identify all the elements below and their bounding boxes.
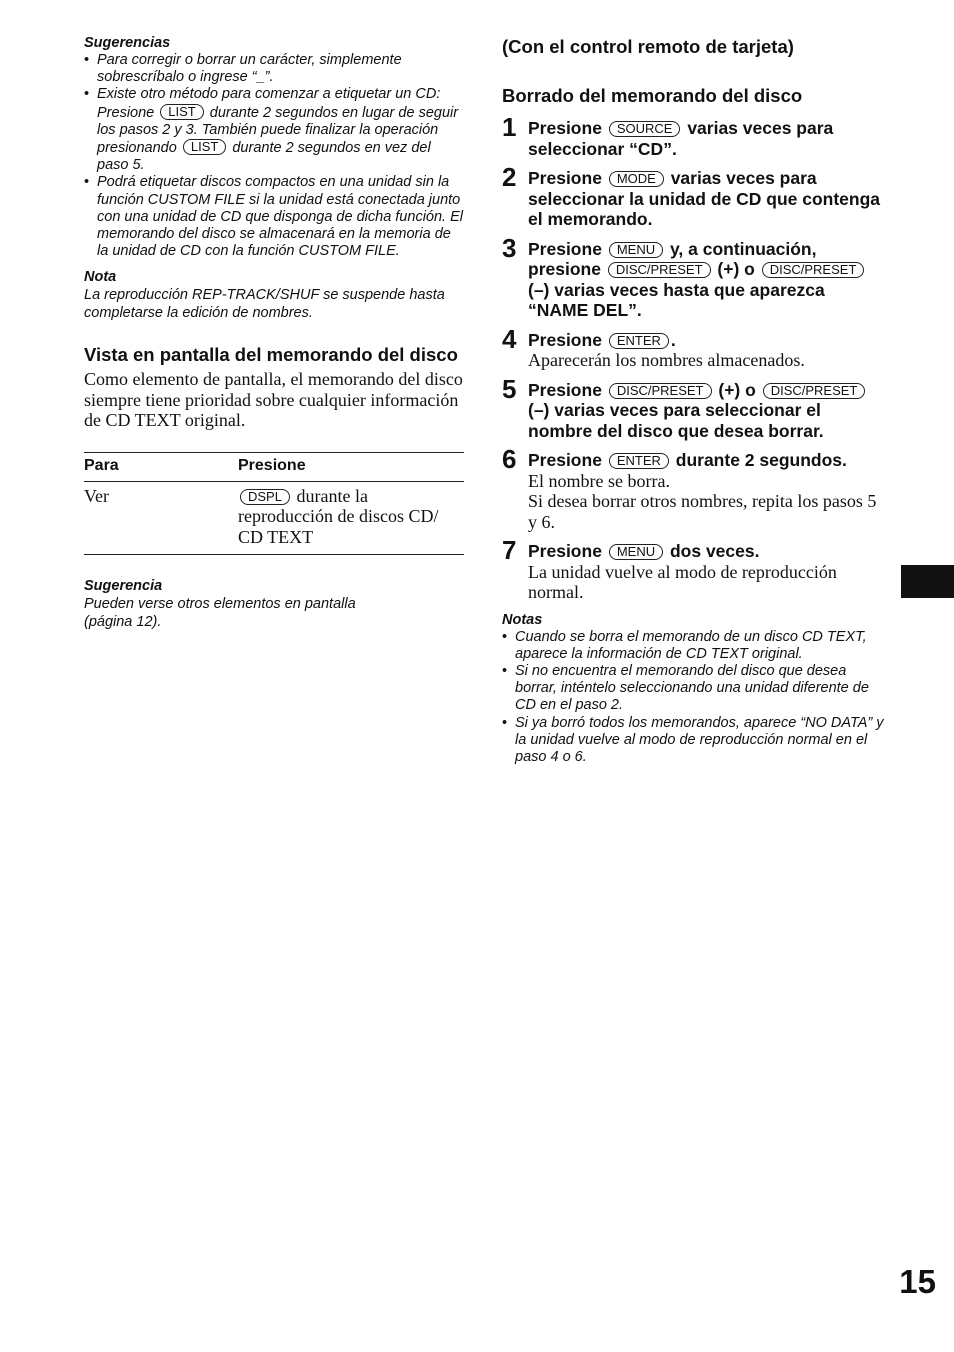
note-item-text: Si ya borró todos los memorandos, aparece “NO DATA” y la unidad vuelve al modo de reproducción normal en el paso 4 o 6. (515, 714, 884, 765)
step-instruction: Presione DISC/PRESET (+) o DISC/PRESET (–) varias veces para seleccionar el nombre del disco que desea borrar. (528, 380, 886, 442)
list-button-label: LIST (183, 139, 226, 155)
step-number: 2 (502, 162, 517, 192)
step-4 (502, 323, 886, 371)
tip-text: Para corregir o borrar un carácter, simplemente sobrescríbalo o ingrese “ (97, 52, 402, 86)
tip-text: ”. (264, 69, 274, 86)
disc-preset-button-label: DISC/PRESET (608, 262, 711, 278)
step-instruction: Presione MENU y, a continuación, presione DISC/PRESET (+) o DISC/PRESET (–) varias veces hasta que aparezca “NAME DEL”. (528, 239, 886, 321)
table-cell-para: Ver (84, 481, 238, 555)
remote-heading: (Con el control remoto de tarjeta) (502, 36, 794, 57)
procedure-heading: Borrado del memorando del disco (502, 85, 803, 106)
source-button-label: SOURCE (609, 121, 681, 137)
notes-list (502, 629, 886, 767)
note-item-text: Cuando se borra el memorando de un disco CD TEXT, aparece la información de CD TEXT original. (515, 628, 867, 662)
step-number: 1 (502, 112, 517, 142)
disc-preset-button-label: DISC/PRESET (763, 383, 866, 399)
step-detail: Si desea borrar otros nombres, repita los pasos 5 y 6. (528, 491, 877, 532)
step-instruction: Presione MENU dos veces. (528, 541, 760, 561)
enter-button-label: ENTER (609, 453, 669, 469)
table-cell-presione (238, 481, 464, 555)
menu-button-label: MENU (609, 242, 663, 258)
tip-item: • Existe otro método para comenzar a etiquetar un CD: Presione LIST durante 2 segundos en lugar de seguir los pasos 2 y 3. También puede finalizar la operación presionando LIST durante 2 segundos en vez del paso 5. (84, 86, 459, 174)
note-item: • Si ya borró todos los memorandos, aparece “NO DATA” y la unidad vuelve al modo de reproducción normal en el paso 4 o 6. (502, 714, 884, 765)
note-item: • Cuando se borra el memorando de un disco CD TEXT, aparece la información de CD TEXT original. (502, 628, 867, 662)
note-text: La reproducción REP-TRACK/SHUF se suspende hasta completarse la edición de nombres. (84, 287, 445, 322)
tips-title: Sugerencias (84, 35, 171, 51)
tip2-title: Sugerencia (84, 578, 163, 595)
step-number: 3 (502, 232, 517, 263)
step-instruction: Presione ENTER . (528, 329, 676, 350)
table-header-row (84, 452, 464, 481)
space-symbol: _ (256, 69, 265, 86)
step-2 (502, 162, 886, 230)
tip-item: • Para corregir o borrar un carácter, simplemente sobrescríbalo o ingrese “_”. (84, 52, 402, 86)
page-number: 15 (899, 1263, 936, 1300)
right-column (502, 34, 886, 766)
note-item: • Si no encuentra el memorando del disco que desea borrar, inténtelo seleccionando una unidad diferente de CD en el paso 2. (502, 662, 869, 714)
tip-text: durante 2 segundos en lugar de seguir los pasos 2 y 3. También puede finalizar la operación presionando (97, 104, 459, 157)
table-header-para: Para (84, 452, 238, 481)
tip-text: Podrá etiquetar discos compactos en una unidad sin la función CUSTOM FILE si la unidad está conectada junto con una unidad de CD que disponga de dicha función. El memorando del disco se almacenará en la memoria de la unidad de CD con la función CUSTOM FILE. (97, 174, 463, 260)
step-number: 4 (502, 323, 517, 354)
menu-button-label: MENU (609, 544, 663, 560)
section-heading: Vista en pantalla del memorando del disco (84, 344, 458, 366)
disc-preset-button-label: DISC/PRESET (609, 383, 712, 399)
table-header-presione: Presione (238, 452, 464, 481)
step-3 (502, 232, 886, 321)
step-instruction: Presione MODE varias veces para seleccionar la unidad de CD que contenga el memorando. (528, 168, 881, 229)
table-row (84, 481, 464, 555)
step-detail: Aparecerán los nombres almacenados. (528, 350, 805, 370)
disc-preset-button-label: DISC/PRESET (762, 262, 865, 278)
section-tab-marker (901, 565, 954, 598)
enter-button-label: ENTER (609, 333, 669, 349)
step-6 (502, 444, 886, 532)
step-1 (502, 112, 886, 159)
list-button-label: LIST (160, 104, 203, 120)
step-5 (502, 373, 886, 442)
tip-item: • Podrá etiquetar discos compactos en una unidad sin la función CUSTOM FILE si la unidad está conectada junto con una unidad de CD que disponga de dicha función. El memorando del disco se almacenará en la memoria de la unidad de CD con la función CUSTOM FILE. (84, 174, 463, 260)
tips-list (84, 52, 464, 260)
dspl-button-label: DSPL (240, 489, 290, 505)
tip-text: Existe otro método para comenzar a etiquetar un CD: Presione (97, 86, 441, 121)
step-number: 7 (502, 535, 517, 565)
table-cell-text: durante la reproducción de discos CD/ CD TEXT (238, 485, 439, 547)
tip2-text: Pueden verse otros elementos en pantalla (página 12). (84, 596, 356, 631)
note-item-text: Si no encuentra el memorando del disco que desea borrar, inténtelo seleccionando una unidad diferente de CD en el paso 2. (515, 662, 869, 714)
section-body: Como elemento de pantalla, el memorando del disco siempre tiene prioridad sobre cualquier información de CD TEXT original. (84, 369, 463, 431)
step-instruction: Presione ENTER durante 2 segundos. (528, 450, 847, 470)
step-number: 5 (502, 373, 517, 404)
left-column (84, 34, 464, 631)
note-title: Nota (84, 269, 117, 286)
step-instruction: Presione SOURCE varias veces para seleccionar “CD”. (528, 118, 834, 159)
tip-text: durante 2 segundos en vez del paso 5. (97, 140, 431, 174)
mode-button-label: MODE (609, 171, 664, 187)
function-table (84, 452, 464, 556)
step-number: 6 (502, 444, 517, 474)
notes-title: Notas (502, 611, 543, 628)
step-7 (502, 535, 886, 603)
step-detail: La unidad vuelve al modo de reproducción normal. (528, 561, 837, 602)
step-detail: El nombre se borra. (528, 470, 670, 491)
